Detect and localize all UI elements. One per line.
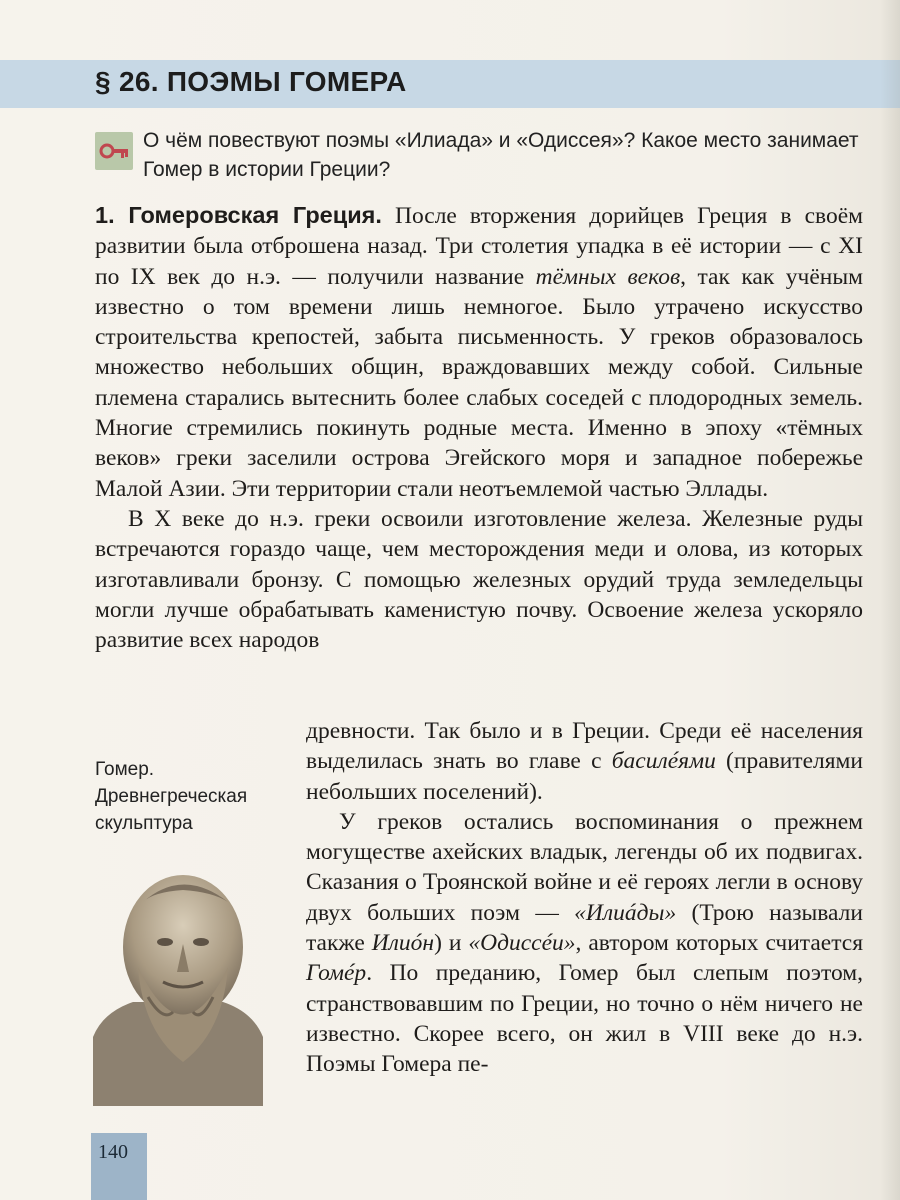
paragraph-3 <box>306 807 863 1080</box>
paragraph-2: В X веке до н.э. греки освоили изготовление железа. Железные руды встречаются гораздо чаще, чем месторождения меди и олова, из которых изготавливали бронзу. С помощью железных орудий труда земледельцы могли лучше обрабатывать каменистую почву. Освоение железа ускоряло развитие всех народов <box>95 505 863 654</box>
paragraph-text: древности. Так было и в Греции. Среди её населения выделилась знать во главе с <box>306 718 863 775</box>
image-caption <box>95 756 285 837</box>
paragraph-text: , так как учёным известно о том времени лишь немногое. Было утрачено искусство строительства крепостей, забыта письменность. У греков образовалось множество небольших общин, враждовавших между собой. Сильные племена старались вытеснить более слабых соседей с плодородных земель. Многие стремились покинуть родные места. Именно в эпоху «тёмных веков» греки заселили острова Эгейского моря и западное побережье Малой Азии. Эти территории стали неотъемлемой частью Эллады. <box>95 263 863 502</box>
key-icon <box>95 132 133 170</box>
page-number: 140 <box>98 1141 128 1163</box>
paragraph-text: (правителями небольших поселений). <box>306 748 863 805</box>
paragraph-2-continued <box>306 716 863 807</box>
caption-line: Гомер. <box>95 759 155 780</box>
right-column-text <box>306 716 863 1080</box>
subsection-heading: 1. Гомеровская Греция. <box>95 202 382 228</box>
paragraph-text: После вторжения дорийцев Греция в своём развитии была отброшена назад. Три столетия упадка в её истории — с XI по IX век до н.э. — получили название <box>95 203 864 290</box>
intro-questions: О чём повествуют поэмы «Илиада» и «Одиссея»? Какое место занимает Гомер в истории Греции? <box>143 129 859 181</box>
paragraph-1 <box>95 200 863 504</box>
caption-line: Древнегреческая <box>95 786 248 807</box>
term-dark-ages: тёмных веков <box>535 263 681 290</box>
homer-bust-image <box>93 862 263 1106</box>
section-title: § 26. ПОЭМЫ ГОМЕРА <box>95 66 407 97</box>
paragraph-text: У греков остались воспоминания о прежнем могуществе ахейских владык, легенды об их подвигах. Сказания о Троянской войне и её героях легли в основу двух больших поэм — <box>306 808 863 926</box>
page-number-tab <box>91 1133 147 1200</box>
paragraph-text: (Трою называли также <box>306 899 863 957</box>
paragraph-text: ) и <box>434 930 469 957</box>
paragraph-text: , автором которых считается <box>575 930 864 957</box>
term-ilion: Илиóн <box>371 930 435 957</box>
caption-line: скульптура <box>95 813 193 834</box>
term-odyssey: «Одиссéи» <box>468 930 576 957</box>
term-homer: Гомéр <box>306 960 367 987</box>
page-edge-shadow <box>880 0 900 1200</box>
paragraph-text: . По преданию, Гомер был слепым поэтом, странствовавшим по Греции, но точно о нём ничего не известно. Скорее всего, он жил в VIII веке до н.э. Поэмы Гомера пе- <box>306 960 863 1078</box>
term-basileus: басилéями <box>611 748 716 775</box>
term-iliad: «Илиáды» <box>574 899 677 926</box>
section-body <box>95 200 863 655</box>
